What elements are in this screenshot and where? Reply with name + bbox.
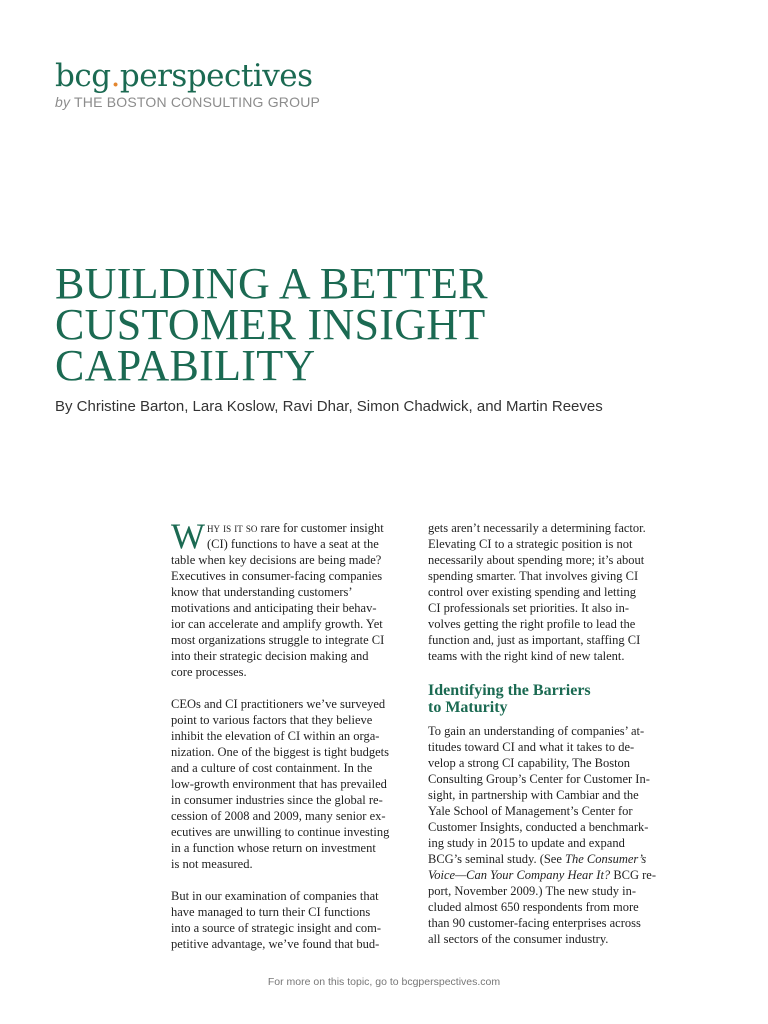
text-line: nization. One of the biggest is tight budgets [171,745,390,759]
body-column-left [171,516,413,968]
logo-tagline [55,94,320,110]
section-subhead [428,682,674,716]
text-line: inhibit the elevation of CI within an orga- [171,729,380,743]
text-line: teams with the right kind of new talent. [428,649,625,663]
subhead-line: to Maturity [428,699,508,716]
text-line: ior can accelerate and amplify growth. Yet [171,617,383,631]
text-line: point to various factors that they believe [171,713,373,727]
text-line: table when key decisions are being made? [171,553,382,567]
text-line: ecutives are unwilling to continue investing [171,825,390,839]
text-line: gets aren’t necessarily a determining factor. [428,521,646,535]
text-line: sight, in partnership with Cambiar and the [428,788,639,802]
text-line: low-growth environment that has prevailed [171,777,387,791]
paragraph [171,516,413,680]
dropcap: W [171,516,205,556]
title-line: CUSTOMER INSIGHT [55,300,486,349]
text-line: motivations and anticipating their behav- [171,601,377,615]
text-line: in a function whose return on investment [171,841,376,855]
article-authors: By Christine Barton, Lara Koslow, Ravi Dhar, Simon Chadwick, and Martin Reeves [55,398,603,415]
tagline-by: by [55,94,71,110]
text-line: Yale School of Management’s Center for [428,804,633,818]
text-line [171,520,413,536]
logo-bcg: bcg [55,58,111,94]
text-line: To gain an understanding of companies’ at- [428,724,645,738]
article-title [55,259,695,390]
text-run: BCG re- [610,868,657,882]
bcg-perspectives-logo [55,58,320,110]
text-line: is not measured. [171,857,253,871]
text-line: Consulting Group’s Center for Customer In- [428,772,650,786]
paragraph [171,888,413,952]
text-line: core processes. [171,665,247,679]
text-line: port, November 2009.) The new study in- [428,884,637,898]
text-line: ing study in 2015 to update and expand [428,836,625,850]
text-line: function and, just as important, staffing CI [428,633,641,647]
text-line: most organizations struggle to integrate CI [171,633,385,647]
text-line: petitive advantage, we’ve found that bud- [171,937,380,951]
text-line: But in our examination of companies that [171,889,379,903]
text-line [428,851,674,867]
paragraph [428,723,674,947]
text-line: cluded almost 650 respondents from more [428,900,639,914]
cited-report-title: The Consumer’s [565,852,647,866]
text-run: rare for customer insight [257,521,384,535]
text-line: Customer Insights, conducted a benchmark- [428,820,649,834]
text-line: velop a strong CI capability, The Boston [428,756,631,770]
text-line: control over existing spending and letting [428,585,636,599]
text-line: necessarily about spending more; it’s about [428,553,645,567]
footer-link-text: For more on this topic, go to bcgperspectives.com [267,976,501,988]
text-line: titudes toward CI and what it takes to de- [428,740,635,754]
title-line: CAPABILITY [55,341,316,390]
paragraph [428,520,674,664]
paragraph [171,696,413,872]
logo-wordmark [55,58,320,94]
logo-dot: . [110,58,120,94]
text-line: know that understanding customers’ [171,585,353,599]
text-line: into a source of strategic insight and com- [171,921,382,935]
text-line: Elevating CI to a strategic position is not [428,537,633,551]
text-line: Executives in consumer-facing companies [171,569,383,583]
text-line: spending smarter. That involves giving CI [428,569,639,583]
text-run: BCG’s seminal study. (See [428,852,566,866]
text-line: in consumer industries since the global re- [171,793,383,807]
text-line: cession of 2008 and 2009, many senior ex- [171,809,386,823]
cited-report-title: Voice—Can Your Company Hear It? [428,868,611,882]
text-line: and a culture of cost containment. In the [171,761,373,775]
tagline-org: THE BOSTON CONSULTING GROUP [74,94,321,110]
subhead-line: Identifying the Barriers [428,682,591,699]
text-line: CI professionals set priorities. It also in- [428,601,630,615]
lead-smallcaps: hy is it so [206,521,258,535]
text-line: have managed to turn their CI functions [171,905,371,919]
text-line: volves getting the right profile to lead the [428,617,636,631]
text-line: CEOs and CI practitioners we’ve surveyed [171,697,386,711]
body-column-right [428,520,674,963]
title-line: BUILDING A BETTER [55,259,488,308]
text-line: (CI) functions to have a seat at the [206,537,379,551]
text-line [428,867,674,883]
text-line: than 90 customer-facing enterprises across [428,916,641,930]
text-line: all sectors of the consumer industry. [428,932,609,946]
text-line: into their strategic decision making and [171,649,369,663]
logo-perspectives: perspectives [119,58,313,94]
